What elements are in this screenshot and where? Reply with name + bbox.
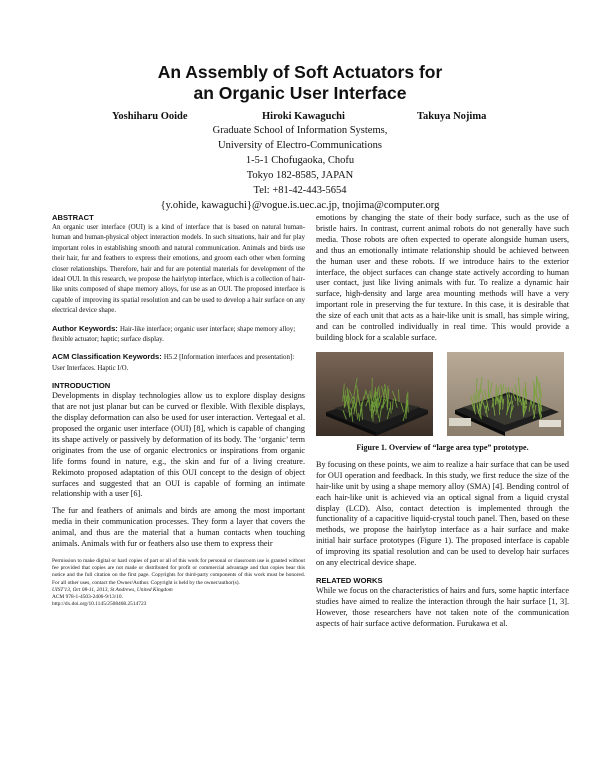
- author-emails: {y.ohide, kawaguchi}@vogue.is.uec.ac.jp, tnojima@computer.org: [160, 200, 440, 211]
- right-paragraph-2: By focusing on these points, we aim to realize a hair surface that can be used for OUI operation and feedback. In this study, we first reduce the size of the hair-like unit by using a shape memory alloy (SMA) [4]. Bending control of each hair-like unit is achieved via an optical signal from a liquid crystal display (LCD). Also, contact detection is implemented through the functionality of a capacitive liquid-crystal touch panel. Then, based on these methods, we propose the hairlytop interface as a hair surface and make initial hair surface prototypes (Figure 1). The proposed interface is capable of improving its spatial resolution and can be used to develop hair surfaces on any electrical device shape.: [316, 459, 569, 568]
- abstract-heading: ABSTRACT: [52, 213, 94, 222]
- figure-1: [316, 352, 569, 438]
- keywords-text: Hair-like interface; organic user interface; shape memory alloy; flexible actuator; haptic; surface display.: [52, 325, 296, 344]
- hair-strand: [524, 407, 525, 415]
- acm-label: ACM Classification Keywords: [52, 352, 160, 362]
- conference-line: UIST'13, Oct 08-11, 2013, St Andrews, United Kingdom: [52, 586, 173, 593]
- affiliation-block: [100, 123, 500, 213]
- acm-number: ACM 978-1-4503-2406-9/13/10.: [52, 593, 123, 600]
- affiliation-line: University of Electro-Communications: [218, 140, 382, 151]
- intro-paragraph-1: Developments in display technologies allow us to explore display designs that are not just planar but can be curved or flexible. With flexible displays, the display deformation can also be used for user interaction. Vertegaal et al. proposed the organic user interface (OUI) [8], which is capable of changing its shape actively or passively by deformation of its body. The ‘organic’ term originates from the use of organic electronics or inspirations from organic life forms found in nature, e.g., the skin and fur of a living creature. Rekimoto proposed adaptation of this OUI concept to the design of object surfaces and suggested that an OUI is capable of forming an intimate relationship with a user [6].: [52, 391, 305, 499]
- doi-link[interactable]: http://dx.doi.org/10.1145/2508468.2514723: [52, 601, 147, 608]
- title-line-1: An Assembly of Soft Actuators for: [157, 62, 443, 82]
- author-3: Takuya Nojima: [417, 111, 487, 122]
- permission-text: Permission to make digital or hard copies of part or all of this work for personal or classroom use is granted without fee provided that copies are not made or distributed for profit or commercial advantage and that copies bear this notice and the full citation on the first page. Copyrights for third-party components of this work must be honored. For all other uses, contact the Owner/Author. Copyright is held by the owner/author(s).: [52, 557, 305, 586]
- related-works-text: While we focus on the characteristics of hairs and furs, some haptic interface studies have aimed to realize the interaction through the hair surface [1, 3]. However, those researchers have not taken note of the communication aspects of hair surface active deformation. Furukawa et al.: [316, 585, 569, 628]
- affiliation-line: 1-5-1 Chofugaoka, Chofu: [245, 155, 355, 166]
- title-line-2: an Organic User Interface: [193, 83, 407, 103]
- abstract-text: An organic user interface (OUI) is a kind of interface that is based on natural human-human and human-physical object interaction models. In such situations, hair and fur play important roles in establishing smooth and natural communication. Animals and birds use their hair, fur and feathers to express their emotions, and groom each other when forming closer relationships. Therefore, hair and fur are potential materials for development of the ideal OUI. In this research, we propose the hairlytop interface, which is a collection of hair-like units composed of shape memory alloys, for use as an OUI. The proposed interface is capable of improving its spatial resolution and can be used to develop a hair surface on any electrical device shape.: [52, 224, 305, 315]
- prototype-photo-right-image: [447, 352, 564, 436]
- affiliation-line: Tokyo 182-8585, JAPAN: [246, 170, 354, 181]
- right-column: [316, 213, 569, 630]
- right-paragraph-1: emotions by changing the state of their body surface, such as the use of bristle hairs. In contrast, current animal robots do not generally have such media. Those robots are often expected to operate alongside human users, and thus an emotionally intimate relationship should be achieved between the human user and these robots. If we introduce hairs to the exterior interface, the object surfaces can change state actively according to human user contact, just like living animals with fur. To realize a dynamic hair surface, high-density and large area mounting methods will have a very important role in preserving the fur texture. In this case, it is desirable that the size of each unit that acts as a hair-like unit is small, has simple wiring, and can be controlled individually in real time. This would provide a building block for a scalable surface.: [316, 213, 569, 342]
- acm-classification: ACM Classification Keywords: H5.2 [Information interfaces and presentation]: User Interfaces. Haptic I/O.: [52, 352, 295, 372]
- acm-text: H5.2 [Information interfaces and presentation]: User Interfaces. Haptic I/O.: [52, 354, 295, 372]
- paper-title: [40, 62, 560, 104]
- hair-strand: [399, 389, 400, 402]
- related-works-heading: RELATED WORKS: [316, 575, 383, 585]
- hair-strand: [372, 378, 373, 400]
- intro-paragraph-2: The fur and feathers of animals and birds are among the most important media in their communication processes. They form a layer that covers the animal, and thus are the material that a human contacts when touching animals. Animals with fur or feathers also use them to express their: [52, 506, 305, 549]
- prototype-photo-right: [447, 352, 564, 436]
- prototype-photo-left-image: [316, 352, 433, 436]
- author-1: Yoshiharu Ooide: [112, 111, 188, 122]
- introduction-heading: INTRODUCTION: [52, 381, 111, 391]
- affiliation-line: Graduate School of Information Systems,: [212, 125, 388, 136]
- prototype-photo-left: [316, 352, 433, 436]
- permission-block: [52, 558, 305, 608]
- author-keywords: Author Keywords: Hair-like interface; organic user interface; shape memory alloy; flexible actuator; haptic; surface display.: [52, 323, 296, 344]
- affiliation-line: Tel: +81-42-443-5654: [253, 185, 347, 196]
- author-2: Hiroki Kawaguchi: [262, 111, 345, 122]
- keywords-label: Author Keywords: [52, 323, 116, 333]
- left-column: [52, 213, 305, 608]
- figure-1-caption: Figure 1. Overview of “large area type” prototype.: [356, 442, 529, 452]
